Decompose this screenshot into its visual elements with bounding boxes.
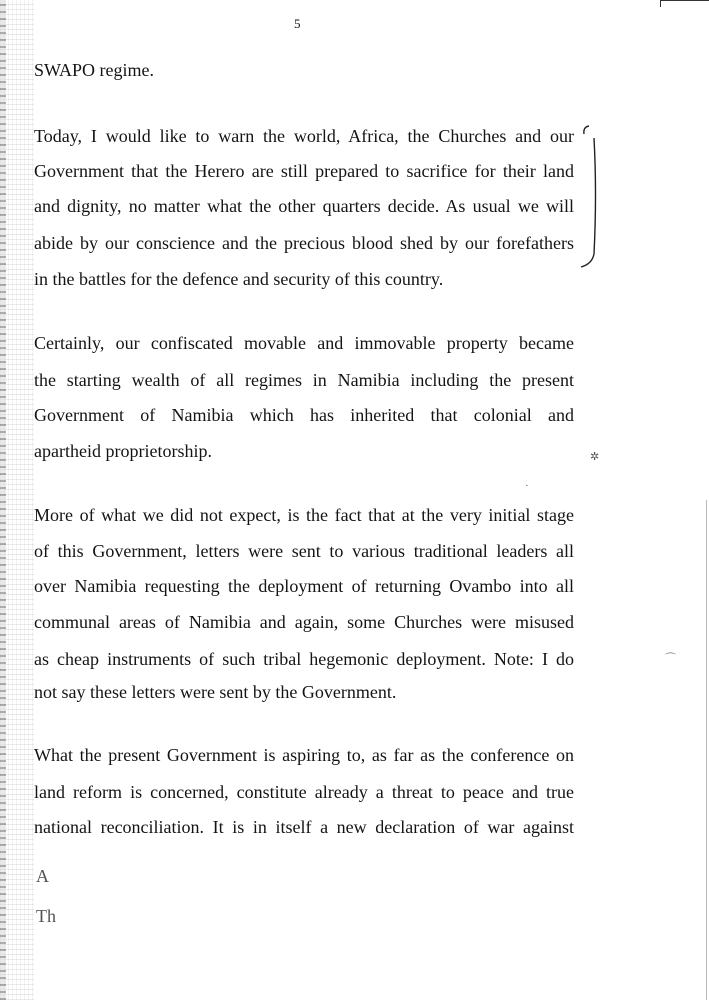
text-line: abide by our conscience and the precious blood shed by our forefathers bbox=[34, 233, 574, 253]
text-line: national reconciliation. It is in itself a new declaration of war against bbox=[34, 817, 574, 837]
text-line: apartheid proprietorship. bbox=[34, 441, 212, 461]
text-line: What the present Government is aspiring to, as far as the conference on bbox=[34, 745, 574, 765]
text-line: More of what we did not expect, is the fact that at the very initial stage bbox=[34, 505, 574, 525]
cut-off-line-fragment: A bbox=[36, 866, 49, 886]
text-line: not say these letters were sent by the Government. bbox=[34, 682, 397, 702]
text-line: of this Government, letters were sent to various traditional leaders all bbox=[34, 541, 574, 561]
text-line: in the battles for the defence and security of this country. bbox=[34, 269, 444, 289]
text-line: Government of Namibia which has inherited that colonial and bbox=[34, 405, 574, 425]
text-line: and dignity, no matter what the other quarters decide. As usual we will bbox=[34, 196, 574, 216]
scan-speck: ⌒ bbox=[665, 653, 676, 665]
scan-speck: · bbox=[525, 480, 529, 492]
text-line: Certainly, our confiscated movable and immovable property became bbox=[34, 333, 574, 353]
scan-speck: ✲ bbox=[590, 451, 600, 463]
scan-right-edge bbox=[706, 500, 707, 1000]
scan-edge-shadow bbox=[0, 0, 6, 1000]
text-line: communal areas of Namibia and again, some Churches were misused bbox=[34, 612, 574, 632]
text-line: the starting wealth of all regimes in Namibia including the present bbox=[34, 370, 574, 390]
text-line: SWAPO regime. bbox=[34, 60, 154, 80]
cut-off-line-fragment: Th bbox=[36, 906, 56, 926]
text-line: Government that the Herero are still prepared to sacrifice for their land bbox=[34, 161, 574, 181]
text-line: over Namibia requesting the deployment of returning Ovambo into all bbox=[34, 576, 574, 596]
page-number: 5 bbox=[294, 16, 301, 31]
text-line: land reform is concerned, constitute already a threat to peace and true bbox=[34, 782, 574, 802]
text-line: as cheap instruments of such tribal hegemonic deployment. Note: I do bbox=[34, 649, 574, 669]
text-line: Today, I would like to warn the world, Africa, the Churches and our bbox=[34, 126, 574, 146]
margin-bracket bbox=[575, 124, 601, 270]
corner-mark bbox=[660, 0, 709, 7]
